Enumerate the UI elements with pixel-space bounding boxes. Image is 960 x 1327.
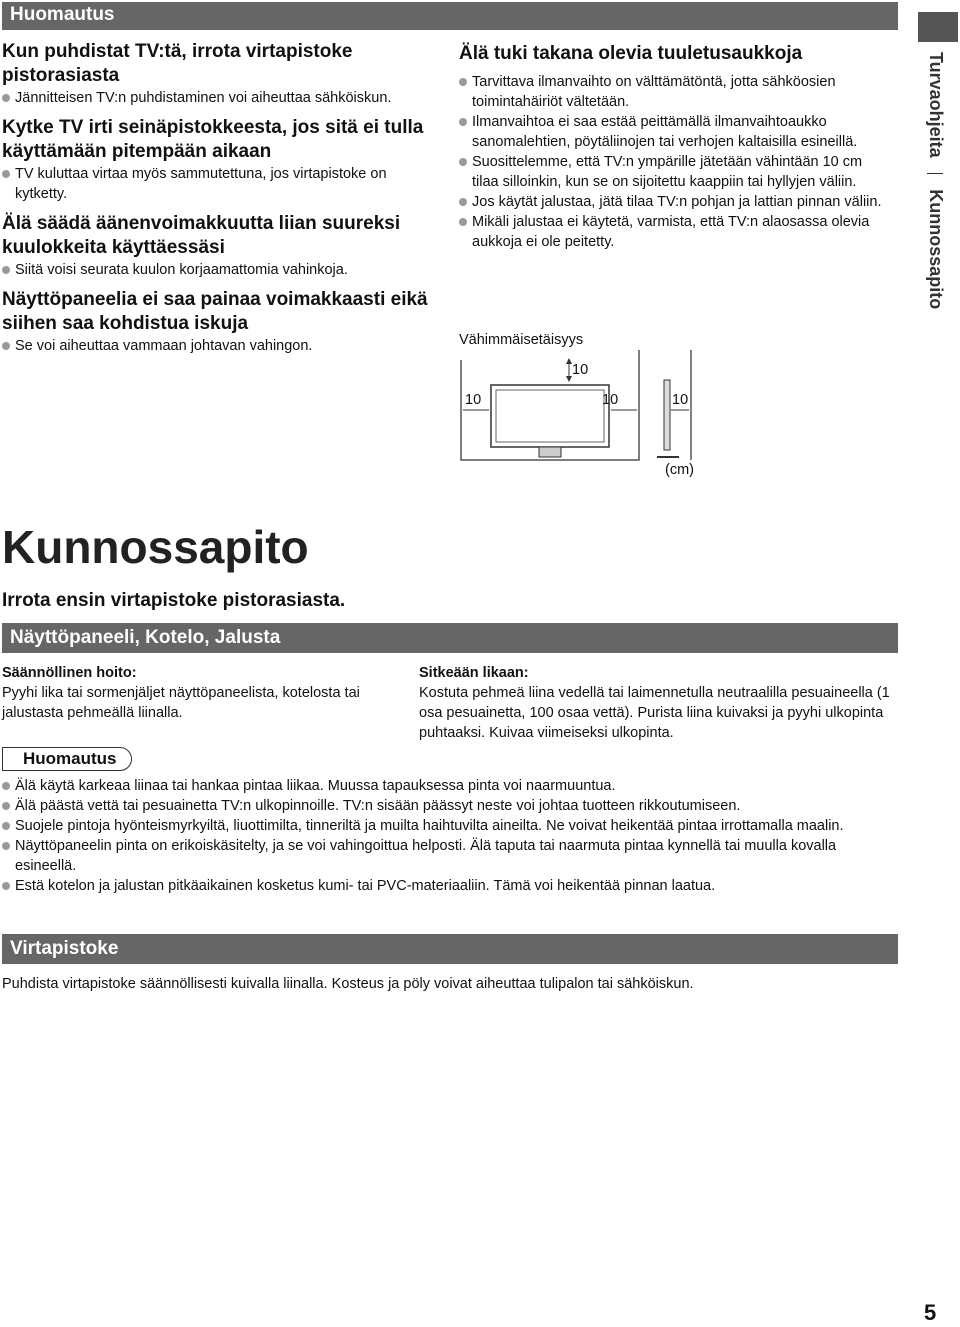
- diagram-caption: Vähimmäisetäisyys: [459, 332, 584, 348]
- regular-care-text: Pyyhi lika tai sormenjäljet näyttöpaneelista, kotelosta tai jalustasta pehmeällä liinalla.: [2, 685, 360, 721]
- clearance-left-label: 10: [465, 392, 482, 408]
- note-bullet: Suojele pintoja hyönteismyrkyiltä, liuottimilta, tinneriltä ja muilta haihtuvilta aineilta. Ne voivat heikentää pintaa irrottamalla maalin.: [2, 816, 882, 836]
- side-tab-marker: [918, 12, 958, 42]
- maintenance-subtitle: Irrota ensin virtapistoke pistorasiasta.: [2, 590, 346, 611]
- vent-bullet: Tarvittava ilmanvaihto on välttämätöntä, jotta sähköosien toimintahäiriöt vältetään.: [459, 72, 889, 112]
- vent-bullet: Ilmanvaihtoa ei saa estää peittämällä ilmanvaihtoaukko sanomalehtien, pöytäliinojen tai verhojen kaltaisilla esineillä.: [459, 112, 889, 152]
- warning-bullet: Jännitteisen TV:n puhdistaminen voi aiheuttaa sähköiskun.: [2, 88, 442, 108]
- side-tab-right: Kunnossapito: [926, 189, 946, 310]
- clearance-top-label: 10: [572, 362, 589, 378]
- page-number: 5: [924, 1300, 937, 1325]
- warning-bullet: Se voi aiheuttaa vammaan johtavan vahingon.: [2, 336, 442, 356]
- side-tab-divider: [927, 173, 943, 175]
- warning-heading-4: Näyttöpaneelia ei saa painaa voimakkaasti eikä siihen saa kohdistua iskuja: [2, 289, 428, 334]
- warning-list-4: [2, 336, 442, 356]
- note-pill: [2, 747, 132, 771]
- panel-section-title: Näyttöpaneeli, Kotelo, Jalusta: [10, 627, 281, 648]
- warning-header-bar: [2, 2, 898, 30]
- maintenance-title: Kunnossapito: [2, 521, 309, 573]
- note-list: [2, 776, 882, 896]
- regular-care: [2, 663, 392, 723]
- warning-bullet: Siitä voisi seurata kuulon korjaamattomia vahinkoja.: [2, 260, 442, 280]
- warning-list-3: [2, 260, 442, 280]
- note-bullet: Estä kotelon ja jalustan pitkäaikainen kosketus kumi- tai PVC-materiaaliin. Tämä voi heikentää pinnan laatua.: [2, 876, 882, 896]
- vent-list: [459, 72, 889, 252]
- warning-heading-3: Älä säädä äänenvoimakkuutta liian suureksi kuulokkeita käyttäessäsi: [2, 213, 401, 258]
- warning-list-2: [2, 164, 442, 204]
- plug-section-title: Virtapistoke: [10, 938, 119, 959]
- warning-left-column: [2, 40, 442, 356]
- side-tab-text: [925, 52, 946, 309]
- clearance-side-label: 10: [672, 392, 689, 408]
- vent-bullet: Jos käytät jalustaa, jätä tilaa TV:n pohjan ja lattian pinnan väliin.: [459, 192, 889, 212]
- note-bullet: Älä käytä karkeaa liinaa tai hankaa pintaa liikaa. Muussa tapauksessa pinta voi naarmuuntua.: [2, 776, 882, 796]
- vent-bullet: Mikäli jalustaa ei käytetä, varmista, että TV:n alaosassa olevia aukkoja ei ole peitetty.: [459, 212, 889, 252]
- note-bullet: Älä päästä vettä tai pesuainetta TV:n ulkopinnoille. TV:n sisään päässyt neste voi johtaa tuotteen rikkoutumiseen.: [2, 796, 882, 816]
- plug-section-bar: [2, 934, 898, 964]
- clearance-right-label: 10: [602, 392, 619, 408]
- stubborn-dirt-heading: Sitkeään likaan:: [419, 665, 529, 681]
- warning-heading-2: Kytke TV irti seinäpistokkeesta, jos sitä ei tulla käyttämään pitempään aikaan: [2, 117, 424, 162]
- warning-title: Huomautus: [10, 4, 115, 25]
- note-bullet: Näyttöpaneelin pinta on erikoiskäsitelty, ja se voi vahingoittua helposti. Älä taputa tai naarmuta pintaa kynnellä tai muulla kovalla esineellä.: [2, 836, 882, 876]
- plug-text: Puhdista virtapistoke säännöllisesti kuivalla liinalla. Kosteus ja pöly voivat aiheuttaa tulipalon tai sähköiskun.: [2, 976, 694, 992]
- side-tab-left: Turvaohjeita: [926, 52, 946, 158]
- stubborn-dirt: [419, 663, 894, 743]
- stubborn-dirt-text: Kostuta pehmeä liina vedellä tai laimennetulla neutraalilla pesuaineella (1 osa pesuainetta, 100 osaa vettä). Purista liina kuivaksi ja pyyhi ulkopinta puhtaaksi. Kuivaa viimeiseksi ulkopinta.: [419, 685, 890, 741]
- warning-list-1: [2, 88, 442, 108]
- vent-section: [459, 42, 889, 252]
- regular-care-heading: Säännöllinen hoito:: [2, 665, 137, 681]
- vent-heading: Älä tuki takana olevia tuuletusaukkoja: [459, 43, 803, 64]
- diagram-unit: (cm): [665, 462, 694, 478]
- warning-bullet: TV kuluttaa virtaa myös sammutettuna, jos virtapistoke on kytketty.: [2, 164, 442, 204]
- warning-heading-1: Kun puhdistat TV:tä, irrota virtapistoke pistorasiasta: [2, 41, 353, 86]
- clearance-diagram: [459, 330, 709, 480]
- note-title: Huomautus: [23, 749, 117, 768]
- vent-bullet: Suosittelemme, että TV:n ympärille jätetään vähintään 10 cm tilaa silloinkin, kun se on sijoitettu kaappiin tai hyllyjen väliin.: [459, 152, 889, 192]
- panel-section-bar: [2, 623, 898, 653]
